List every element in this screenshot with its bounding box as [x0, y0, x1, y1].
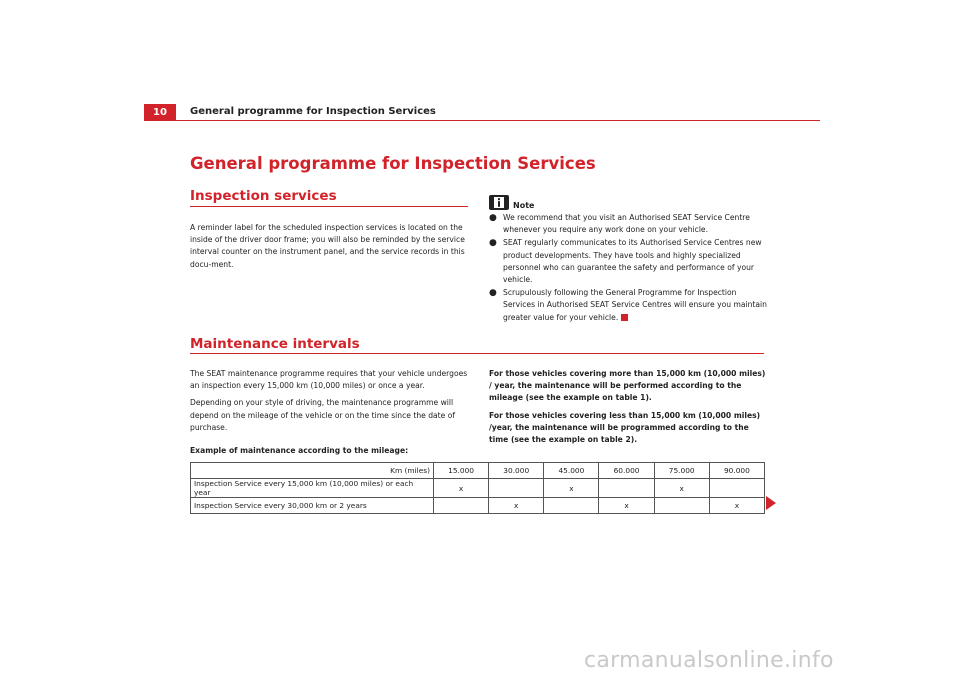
page-title: General programme for Inspection Services: [190, 154, 596, 173]
maintenance-paragraph: For those vehicles covering less than 15,000 km (10,000 miles) /year, the maintenance will be programmed according to the time (see the example on table 2).: [489, 410, 761, 445]
header-rule: [176, 120, 820, 121]
note-item: ● SEAT regularly communicates to its Authorised Service Centres new product developments. They have tools and highly specialized personnel who can guarantee the safety and performance of your vehicle.: [489, 238, 762, 285]
table-column-header: 15.000: [434, 463, 489, 479]
example-caption: Example of maintenance according to the mileage:: [190, 446, 409, 455]
note-item: ● We recommend that you visit an Authorised SEAT Service Centre whenever you require any work done on your vehicle.: [489, 213, 750, 235]
bullet-icon: ●: [489, 213, 497, 223]
maintenance-left-column: [190, 368, 472, 439]
bullet-icon: ●: [489, 288, 497, 299]
maintenance-table: [190, 462, 765, 514]
maintenance-heading-rule: [190, 353, 764, 354]
table-cell: [709, 479, 764, 498]
table-cell: x: [434, 479, 489, 498]
table-cell: [434, 498, 489, 514]
table-row-label: Inspection Service every 15,000 km (10,000 miles) or each year: [191, 479, 434, 498]
table-row: [191, 479, 765, 498]
table-column-header: 90.000: [709, 463, 764, 479]
table-column-header: 30.000: [489, 463, 544, 479]
running-title: General programme for Inspection Services: [190, 106, 436, 117]
table-cell: x: [654, 479, 709, 498]
table-cell: [544, 498, 599, 514]
maintenance-paragraph: For those vehicles covering more than 15,000 km (10,000 miles) / year, the maintenance will be performed according to the mileage (see the example on table 1).: [489, 369, 766, 403]
table-cell: x: [489, 498, 544, 514]
note-icon: [489, 195, 509, 210]
note-list: [489, 212, 769, 325]
table-cell: x: [599, 498, 654, 514]
table-cell: [654, 498, 709, 514]
inspection-paragraph: A reminder label for the scheduled inspection services is located on the inside of the driver door frame; you will also be reminded by the service interval counter on the instrument panel, and the service records in this docu-ment.: [190, 223, 465, 269]
maintenance-intervals-heading: Maintenance intervals: [190, 336, 360, 352]
next-page-arrow-icon[interactable]: [766, 496, 776, 510]
table-row: [191, 498, 765, 514]
table-cell: x: [709, 498, 764, 514]
table-column-header: 75.000: [654, 463, 709, 479]
note-label: Note: [513, 201, 535, 210]
section-end-icon: [621, 314, 628, 321]
table-cell: [599, 479, 654, 498]
maintenance-right-column: [489, 368, 767, 451]
table-cell: x: [544, 479, 599, 498]
table-row-label: Inspection Service every 30,000 km or 2 years: [191, 498, 434, 514]
table-column-header: 60.000: [599, 463, 654, 479]
bullet-icon: ●: [489, 238, 497, 249]
table-column-header: 45.000: [544, 463, 599, 479]
table-header-label: Km (miles): [191, 463, 434, 479]
table-header-row: [191, 463, 765, 479]
maintenance-paragraph: Depending on your style of driving, the maintenance programme will depend on the mileage of the vehicle or on the time since the date of purchase.: [190, 398, 456, 432]
note-item: ● Scrupulously following the General Programme for Inspection Services in Authorised SEAT Service Centres will ensure you maintain greater value for your vehicle.: [489, 288, 767, 322]
table-cell: [489, 479, 544, 498]
watermark: carmanualsonline.info: [584, 648, 834, 673]
maintenance-paragraph: The SEAT maintenance programme requires that your vehicle undergoes an inspection every 15,000 km (10,000 miles) or once a year.: [190, 369, 468, 391]
inspection-services-heading: Inspection services: [190, 188, 337, 204]
page-number: 10: [144, 104, 176, 121]
inspection-heading-rule: [190, 206, 468, 207]
